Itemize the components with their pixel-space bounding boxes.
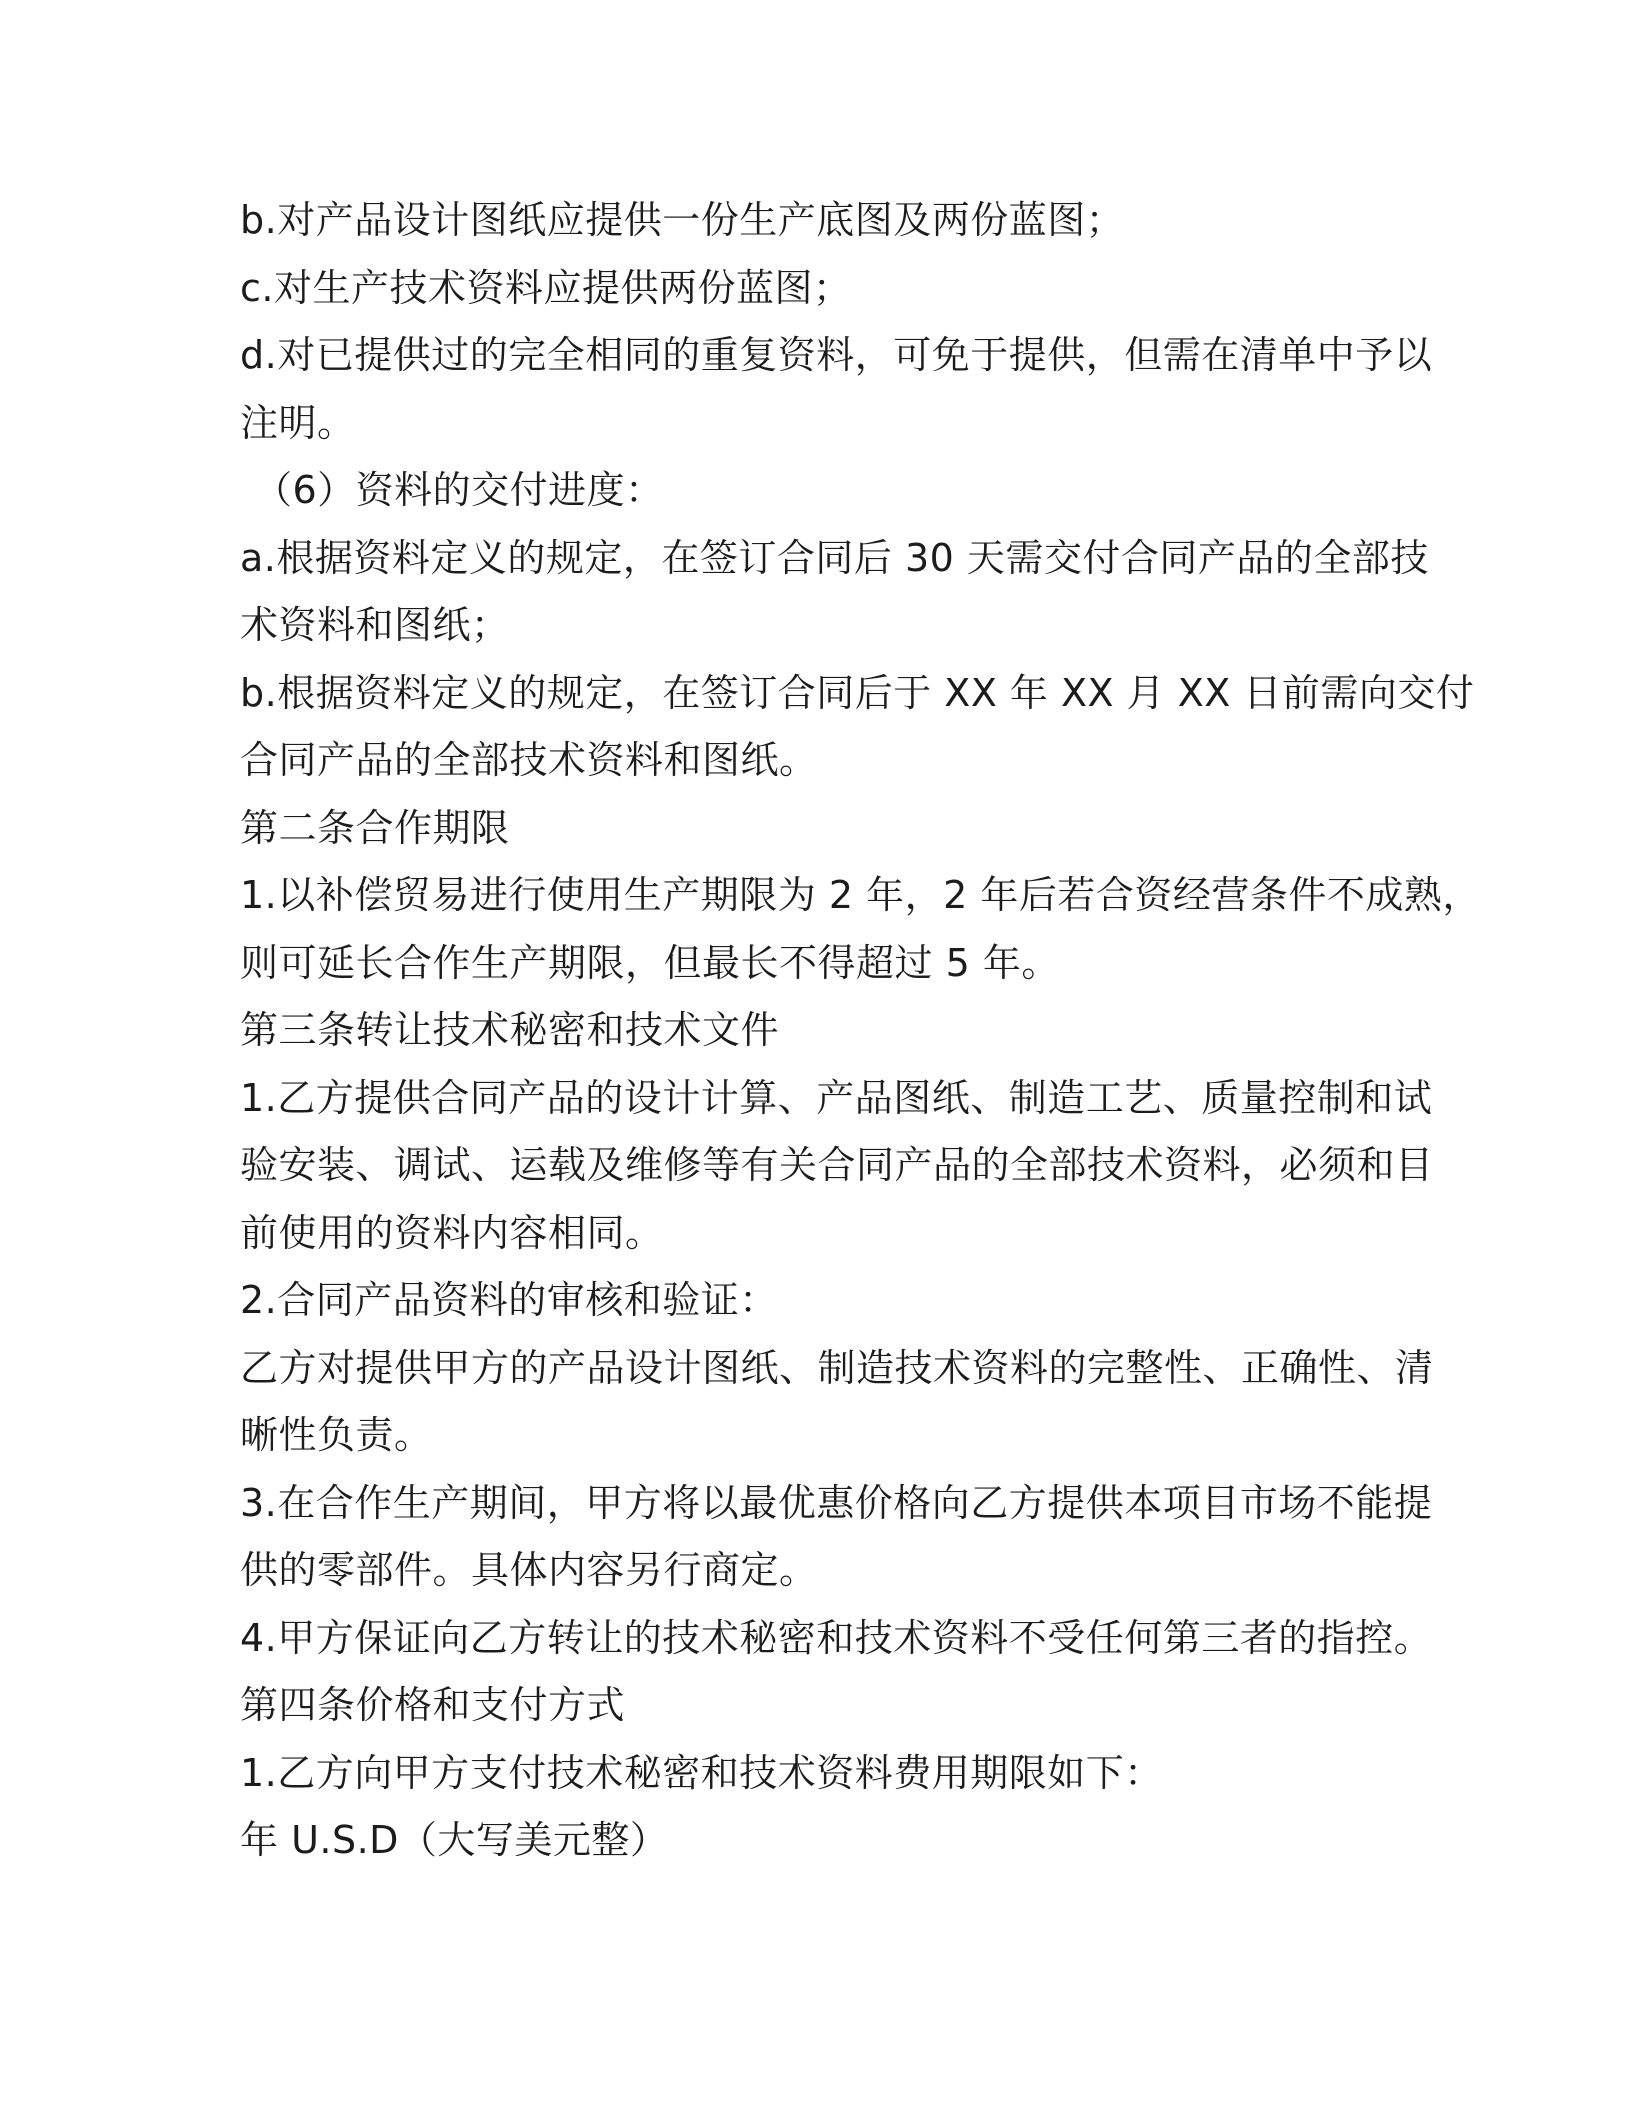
text-line: 4.甲方保证向乙方转让的技术秘密和技术资料不受任何第三者的指控。 <box>240 1615 1433 1660</box>
text-line: 乙方对提供甲方的产品设计图纸、制造技术资料的完整性、正确性、清 <box>240 1345 1434 1390</box>
text-line: 3.在合作生产期间，甲方将以最优惠价格向乙方提供本项目市场不能提 <box>240 1480 1433 1525</box>
text-line: 1.以补偿贸易进行使用生产期限为 2 年，2 年后若合资经营条件不成熟， <box>240 873 1481 917</box>
text-line: 注明。 <box>240 400 356 445</box>
text-line: 前使用的资料内容相同。 <box>240 1210 664 1255</box>
text-line: 1.乙方提供合同产品的设计计算、产品图纸、制造工艺、质量控制和试 <box>240 1075 1433 1120</box>
text-line: 供的零部件。具体内容另行商定。 <box>240 1548 818 1592</box>
text-line: b.根据资料定义的规定，在签订合同后于 XX 年 XX 月 XX 日前需向交付 <box>240 670 1475 715</box>
section-heading: 第二条合作期限 <box>240 805 510 850</box>
text-line: b.对产品设计图纸应提供一份生产底图及两份蓝图； <box>240 198 1125 242</box>
text-line: c.对生产技术资料应提供两份蓝图； <box>240 265 852 310</box>
text-line: 晰性负责。 <box>240 1413 433 1457</box>
text-line: （6）资料的交付进度： <box>254 468 664 512</box>
text-line: a.根据资料定义的规定，在签订合同后 30 天需交付合同产品的全部技 <box>240 535 1429 580</box>
text-line: 年 U.S.D（大写美元整） <box>240 1818 669 1862</box>
text-line: 合同产品的全部技术资料和图纸。 <box>240 738 818 782</box>
section-heading: 第三条转让技术秘密和技术文件 <box>240 1008 780 1052</box>
text-line: 术资料和图纸； <box>240 603 510 647</box>
document-body <box>240 187 1481 1875</box>
text-line: 2.合同产品资料的审核和验证： <box>240 1278 778 1322</box>
text-line: 则可延长合作生产期限，但最长不得超过 5 年。 <box>240 940 1060 985</box>
text-line: 验安装、调试、运载及维修等有关合同产品的全部技术资料，必须和目 <box>240 1143 1434 1187</box>
text-line: d.对已提供过的完全相同的重复资料，可免于提供，但需在清单中予以 <box>240 333 1433 377</box>
text-line: 1.乙方向甲方支付技术秘密和技术资料费用期限如下： <box>240 1750 1163 1795</box>
section-heading: 第四条价格和支付方式 <box>240 1683 626 1727</box>
